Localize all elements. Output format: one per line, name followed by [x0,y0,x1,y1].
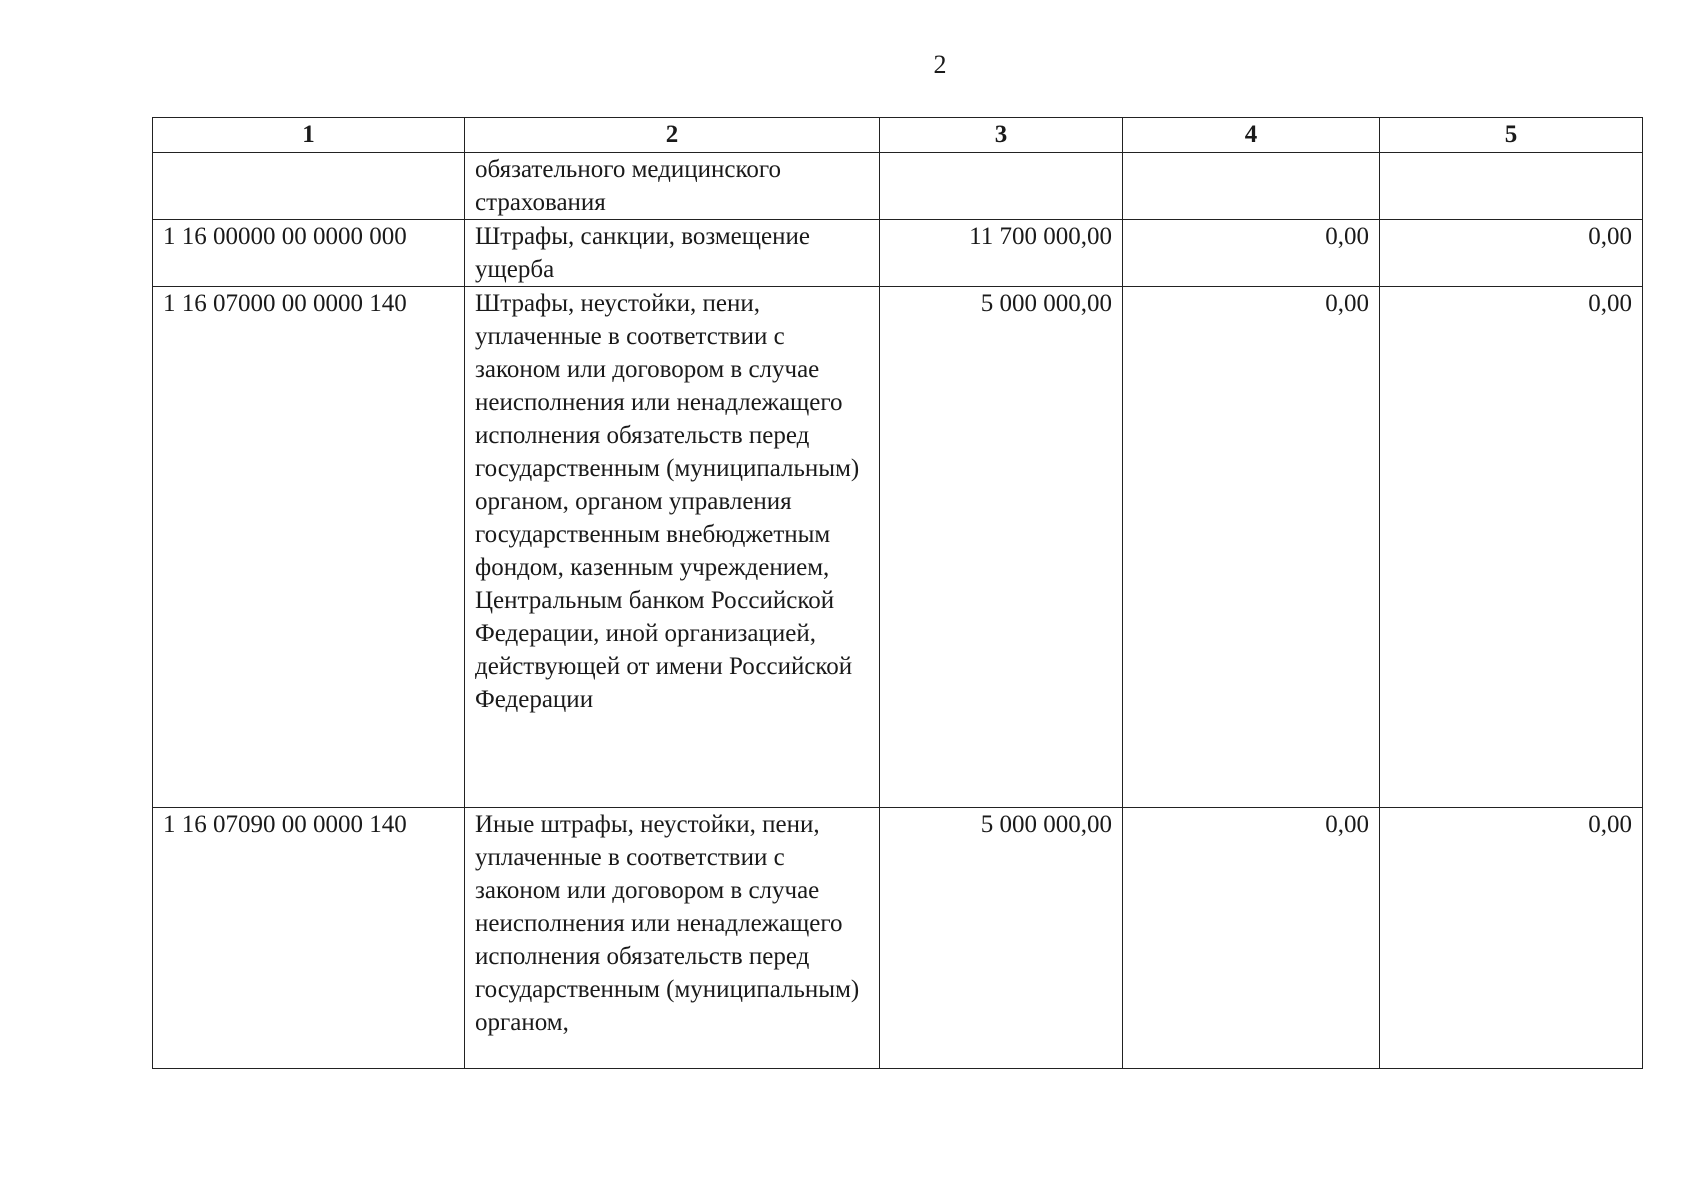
column-header-1: 1 [153,118,465,153]
table-row [153,287,1643,808]
value-cell-3: 5 000 000,00 [880,287,1123,808]
column-header-5: 5 [1380,118,1643,153]
name-cell: Штрафы, неустойки, пени, уплаченные в соответствии с законом или договором в случае неисполнения или ненадлежащего исполнения обязательств перед государственным (муниципальным) органом, органом управления государственным внебюджетным фондом, казенным учреждением, Центральным банком Российской Федерации, иной организацией, действующей от имени Российской Федерации [465,287,880,808]
code-cell: 1 16 07000 00 0000 140 [153,287,465,808]
value-cell-4: 0,00 [1123,287,1380,808]
code-cell [153,153,465,220]
name-cell: обязательного медицинского страхования [465,153,880,220]
column-header-2: 2 [465,118,880,153]
column-header-4: 4 [1123,118,1380,153]
table-row [153,808,1643,1069]
name-cell: Штрафы, санкции, возмещение ущерба [465,220,880,287]
value-cell-3 [880,153,1123,220]
column-header-3: 3 [880,118,1123,153]
name-cell: Иные штрафы, неустойки, пени, уплаченные в соответствии с законом или договором в случае неисполнения или ненадлежащего исполнения обязательств перед государственным (муниципальным) органом, [465,808,880,1069]
value-cell-4: 0,00 [1123,220,1380,287]
value-cell-5: 0,00 [1380,287,1643,808]
table-row-continuation [153,153,1643,220]
code-cell: 1 16 07090 00 0000 140 [153,808,465,1069]
page-number: 2 [933,50,947,79]
value-cell-3: 11 700 000,00 [880,220,1123,287]
table-row [153,220,1643,287]
revenue-table [152,117,1643,1069]
value-cell-5 [1380,153,1643,220]
header-row [153,118,1643,153]
value-cell-5: 0,00 [1380,220,1643,287]
value-cell-4: 0,00 [1123,808,1380,1069]
code-cell: 1 16 00000 00 0000 000 [153,220,465,287]
value-cell-5: 0,00 [1380,808,1643,1069]
value-cell-3: 5 000 000,00 [880,808,1123,1069]
value-cell-4 [1123,153,1380,220]
